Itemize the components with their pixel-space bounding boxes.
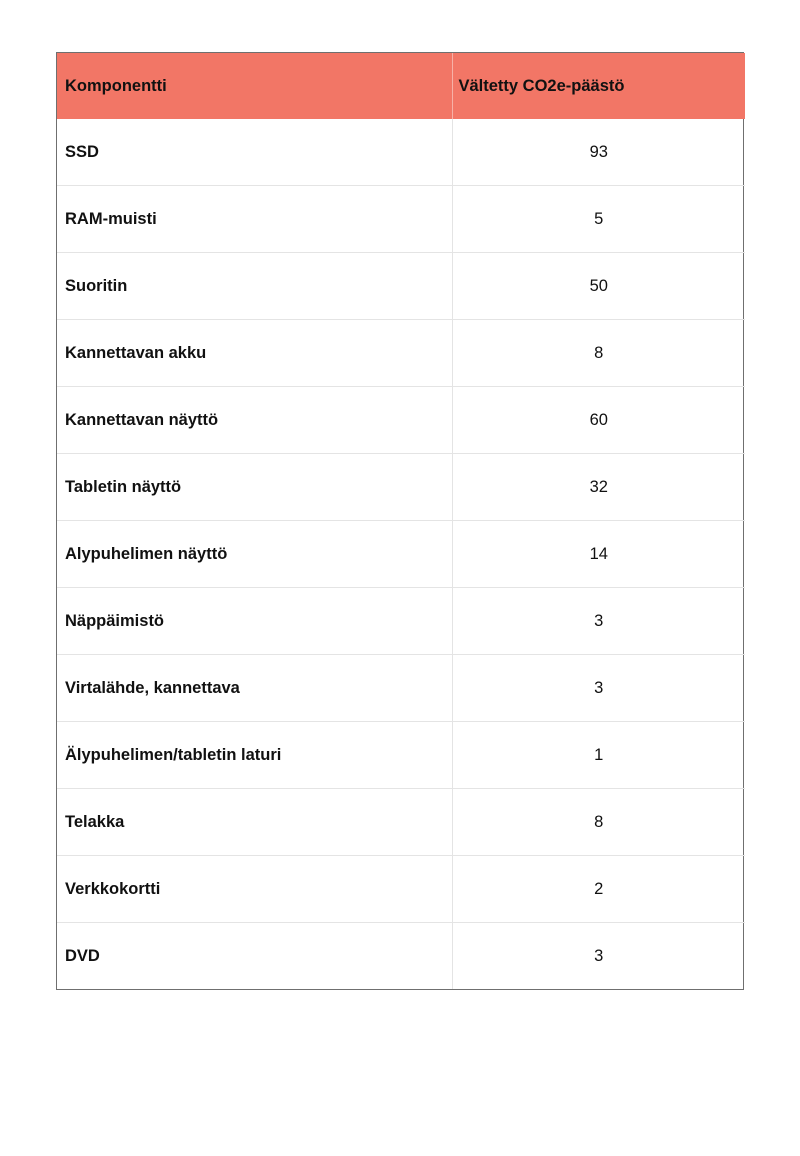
- table-row: [57, 320, 745, 387]
- co2-table: [57, 53, 745, 989]
- table-row: [57, 655, 745, 722]
- co2-value-cell: 3: [452, 588, 745, 655]
- table-row: [57, 186, 745, 253]
- table-row: [57, 253, 745, 320]
- component-cell: Näppäimistö: [57, 588, 452, 655]
- component-cell: Alypuhelimen näyttö: [57, 521, 452, 588]
- component-cell: Älypuhelimen/tabletin laturi: [57, 722, 452, 789]
- component-cell: Kannettavan näyttö: [57, 387, 452, 454]
- component-cell: Suoritin: [57, 253, 452, 320]
- component-cell: DVD: [57, 923, 452, 990]
- table-row: [57, 789, 745, 856]
- component-cell: Tabletin näyttö: [57, 454, 452, 521]
- table-header: [57, 53, 745, 119]
- co2-value-cell: 60: [452, 387, 745, 454]
- co2-value-cell: 14: [452, 521, 745, 588]
- component-cell: SSD: [65, 142, 99, 161]
- component-cell: Telakka: [57, 789, 452, 856]
- column-header-component: Komponentti: [57, 53, 452, 119]
- table-row: [57, 856, 745, 923]
- co2-value-cell: 1: [452, 722, 745, 789]
- table-row: [57, 588, 745, 655]
- component-cell: Verkkokortti: [57, 856, 452, 923]
- component-cell: Virtalähde, kannettava: [57, 655, 452, 722]
- table-row: [57, 119, 745, 186]
- co2-value-cell: 2: [452, 856, 745, 923]
- table-row: [57, 387, 745, 454]
- table-row: [57, 454, 745, 521]
- component-cell: RAM-muisti: [57, 186, 452, 253]
- table-row: [57, 521, 745, 588]
- component-cell: Kannettavan akku: [57, 320, 452, 387]
- co2-value-cell: 5: [452, 186, 745, 253]
- co2-value-cell: 50: [452, 253, 745, 320]
- table-row: [57, 722, 745, 789]
- co2-value-cell: 32: [452, 454, 745, 521]
- co2-value-cell: 8: [452, 789, 745, 856]
- co2-value-cell: 93: [452, 119, 745, 186]
- column-header-co2: Vältetty CO2e-päästö: [452, 53, 745, 119]
- table-row: [57, 923, 745, 990]
- co2-value-cell: 3: [452, 923, 745, 990]
- co2-value-cell: 8: [452, 320, 745, 387]
- co2-value-cell: 3: [452, 655, 745, 722]
- header-row: [57, 53, 745, 119]
- table-body: [57, 119, 745, 989]
- co2-table-container: [56, 52, 744, 990]
